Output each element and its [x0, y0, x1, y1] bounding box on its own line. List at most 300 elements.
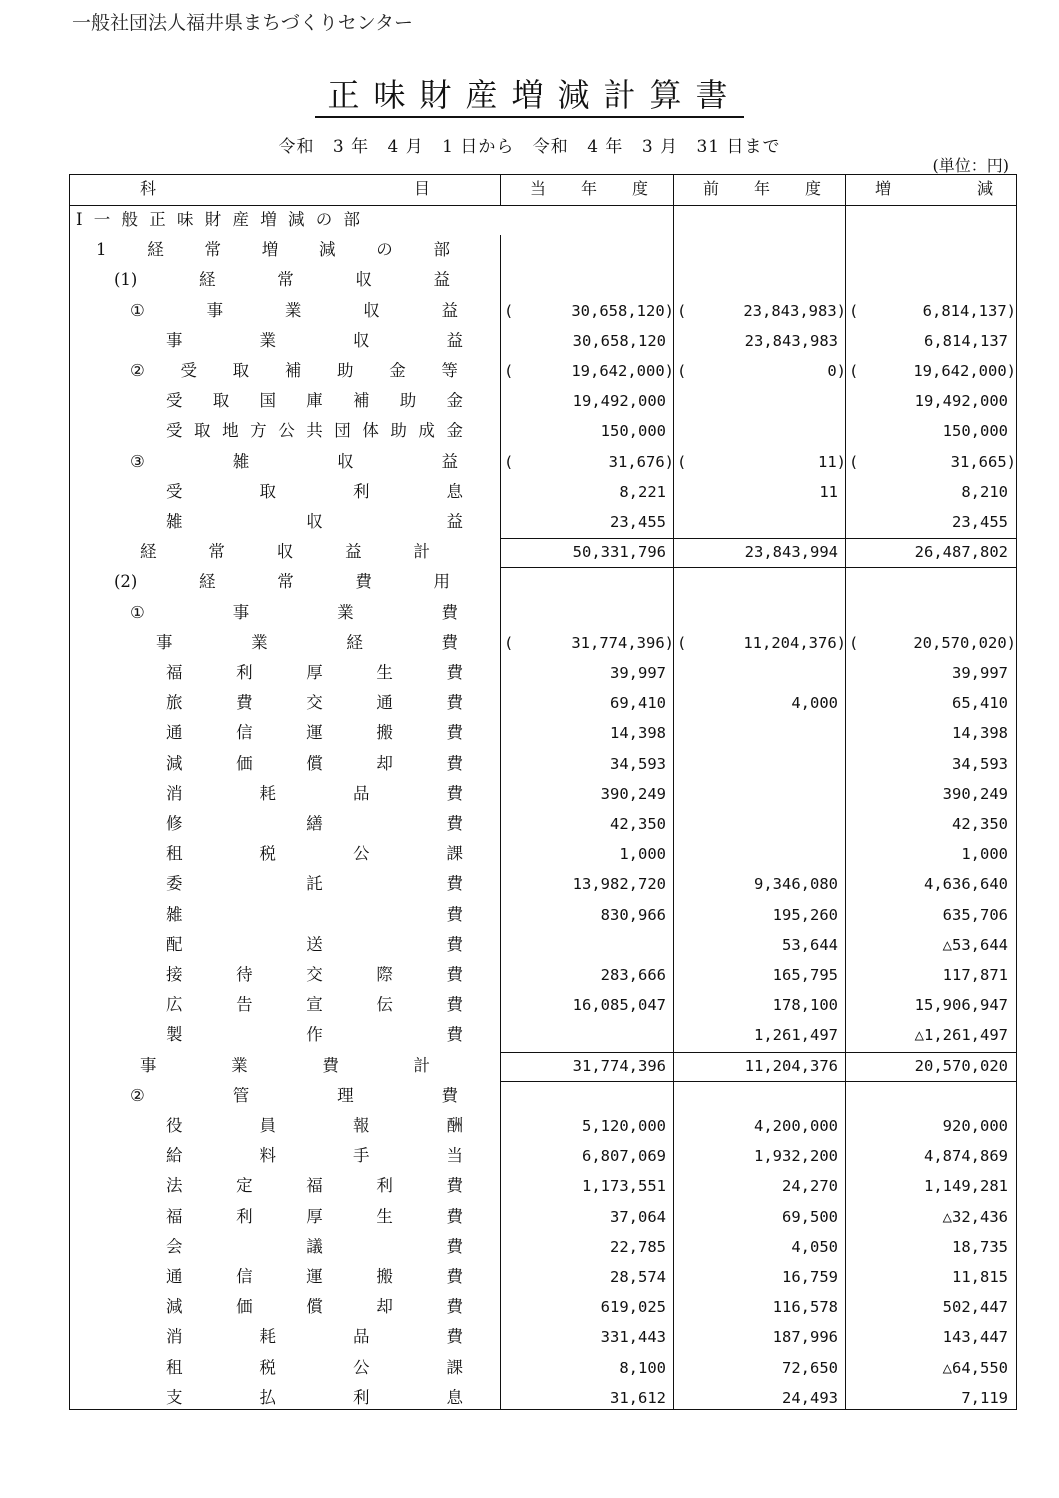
cell-previous: 53,644 — [782, 935, 838, 954]
cell-change: 15,906,947 — [914, 996, 1008, 1015]
row-label: Ⅰ 一 般 正 味 財 産 増 減 の 部 — [76, 210, 363, 229]
row-label-part: 補 — [284, 361, 302, 380]
header-current-char: 度 — [631, 179, 648, 198]
row-label-part: 助 — [399, 391, 417, 411]
table-row — [70, 1322, 1016, 1352]
row-label-part: 福 — [166, 1206, 183, 1226]
paren-open: ( — [504, 301, 514, 320]
table-row — [70, 749, 1016, 779]
paren-open: ( — [849, 452, 859, 471]
cell-previous: 4,050 — [791, 1237, 838, 1256]
cell-previous — [673, 1081, 838, 1111]
row-label-part: 生 — [376, 1206, 393, 1226]
row-label-part: 課 — [446, 844, 463, 864]
row-label-part: 地 — [222, 421, 239, 441]
row-label — [166, 1020, 463, 1050]
row-label-part: ③ — [130, 451, 145, 471]
unit-label: (単位：円) — [932, 156, 1009, 175]
row-label — [166, 1232, 463, 1262]
row-label-part: 収 — [355, 270, 372, 290]
table-row — [70, 1262, 1016, 1292]
paren-open: ( — [677, 452, 687, 471]
table-row — [70, 205, 1016, 235]
cell-previous: 24,270 — [782, 1177, 838, 1196]
row-label — [166, 386, 463, 416]
row-label — [166, 1322, 463, 1352]
row-label-part: 法 — [166, 1176, 183, 1196]
paren-open: ( — [677, 633, 687, 652]
total-row — [70, 537, 1016, 567]
row-label-part: 理 — [337, 1085, 354, 1105]
row-label — [130, 296, 458, 326]
cell-change: 65,410 — [952, 694, 1008, 713]
row-label-part: 待 — [236, 965, 253, 984]
row-label-part: 減 — [166, 1297, 183, 1317]
row-label-part: 用 — [433, 572, 450, 592]
cell-change: 11,815 — [952, 1268, 1008, 1286]
period-part: 令和 — [532, 137, 569, 157]
row-label-part: 業 — [284, 300, 302, 320]
row-label-part: 厚 — [306, 663, 323, 682]
row-label-part: 庫 — [306, 391, 323, 411]
period-part: 3 月 — [641, 137, 679, 157]
row-label — [166, 1383, 463, 1413]
cell-change: 14,398 — [952, 724, 1008, 743]
row-label-part: の — [376, 240, 393, 260]
table-row — [70, 779, 1016, 809]
row-label-part: 業 — [337, 602, 354, 622]
row-label-part: 費 — [446, 663, 463, 682]
cell-previous: 23,843,983) — [743, 301, 846, 320]
row-label-part: 収 — [276, 542, 294, 562]
cell-current: 619,025 — [600, 1298, 666, 1317]
statement-table — [69, 174, 1017, 1410]
row-label-part: 料 — [259, 1146, 276, 1166]
cell-change — [845, 205, 1008, 235]
paren-open: ( — [504, 362, 514, 380]
row-label-part: 費 — [446, 814, 463, 833]
cell-current — [500, 930, 666, 960]
row-label-part: 修 — [166, 814, 183, 833]
table-row — [70, 1353, 1016, 1383]
row-label-part: 費 — [446, 1236, 463, 1256]
table-row — [70, 1111, 1016, 1141]
cell-current: 5,120,000 — [582, 1117, 666, 1135]
row-label — [96, 235, 450, 265]
row-label-part: 通 — [376, 693, 393, 713]
cell-previous — [673, 205, 838, 235]
row-label-part: 費 — [446, 723, 463, 743]
row-label-part: 受 — [166, 481, 183, 501]
cell-current: 19,642,000) — [571, 362, 674, 380]
row-label-part: 利 — [353, 481, 370, 501]
row-label-part: 減 — [319, 240, 336, 260]
row-label-part: 経 — [199, 270, 216, 290]
row-label-part: 常 — [277, 572, 294, 592]
row-label — [114, 567, 450, 597]
period-part: 1 日から — [442, 137, 515, 157]
row-label-part: 益 — [446, 330, 463, 350]
row-label-part: 1 — [96, 240, 107, 260]
cell-previous — [673, 809, 838, 839]
row-label-part: 託 — [306, 874, 323, 894]
row-label-part: 宣 — [306, 995, 323, 1015]
cell-current: 42,350 — [610, 815, 666, 833]
row-label-part: 耗 — [259, 1327, 276, 1347]
organization-name: 一般社団法人福井県まちづくりセンター — [72, 12, 414, 34]
table-row — [70, 265, 1016, 295]
cell-current: 28,574 — [610, 1268, 666, 1286]
row-label-part: 費 — [446, 1297, 463, 1317]
row-label-part: 公 — [353, 844, 370, 864]
row-label-part: 福 — [166, 663, 183, 682]
row-label-part: 収 — [337, 451, 354, 471]
row-label — [130, 447, 458, 477]
paren-open: ( — [677, 301, 687, 320]
cell-current — [500, 1081, 666, 1111]
row-label-part: 送 — [306, 934, 323, 954]
cell-current: 34,593 — [610, 754, 666, 773]
row-label — [166, 326, 463, 356]
cell-current: 69,410 — [610, 694, 666, 713]
row-label-part: 金 — [446, 421, 463, 441]
row-label-part: 成 — [418, 421, 435, 441]
period-part: 3 年 — [332, 137, 370, 157]
cell-previous — [673, 507, 838, 537]
row-label-part: 雑 — [166, 904, 183, 924]
row-label-part: 業 — [259, 330, 276, 350]
table-row — [70, 598, 1016, 628]
row-label-part: 事 — [206, 300, 224, 320]
row-label — [166, 960, 463, 990]
row-label-part: 業 — [231, 1055, 248, 1075]
row-label-part: 利 — [236, 1206, 253, 1226]
row-label — [166, 1171, 463, 1201]
row-label-part: 金 — [446, 391, 463, 411]
row-label-part: 団 — [334, 421, 351, 441]
table-row — [70, 718, 1016, 748]
cell-change: 42,350 — [952, 815, 1008, 833]
cell-current: 150,000 — [600, 422, 666, 441]
cell-current: 331,443 — [600, 1328, 666, 1347]
row-label-part: 経 — [147, 240, 164, 260]
table-row — [70, 507, 1016, 537]
cell-previous: 0) — [827, 362, 846, 380]
cell-previous — [673, 416, 838, 446]
row-label-part: 告 — [236, 995, 253, 1015]
row-label-part: 管 — [232, 1085, 250, 1105]
row-label-part: 広 — [166, 995, 183, 1015]
cell-previous: 1,261,497 — [754, 1026, 838, 1045]
row-label — [166, 809, 463, 839]
row-label-part: 計 — [413, 1055, 430, 1075]
row-label-part: 益 — [441, 451, 458, 471]
row-label-part: 益 — [441, 300, 458, 320]
table-row — [70, 809, 1016, 839]
row-label-part: 助 — [337, 361, 354, 380]
row-label-part: 費 — [446, 1267, 463, 1286]
cell-change: 20,570,020) — [913, 633, 1016, 652]
cell-change: 920,000 — [942, 1117, 1008, 1135]
row-label-part: 接 — [166, 965, 183, 984]
table-row — [70, 1171, 1016, 1201]
table-row — [70, 567, 1016, 597]
row-label — [166, 1111, 463, 1141]
row-label — [130, 598, 458, 628]
cell-previous — [673, 749, 838, 779]
cell-change: △1,261,497 — [914, 1026, 1008, 1045]
row-label-part: 費 — [446, 874, 463, 894]
row-label-part: 課 — [446, 1357, 463, 1377]
row-label-part: (2) — [114, 572, 138, 592]
row-label-part: 公 — [353, 1357, 370, 1377]
row-label-part: 消 — [166, 1327, 183, 1347]
cell-change: 117,871 — [942, 966, 1008, 984]
row-label-part: 員 — [259, 1116, 276, 1135]
table-row — [70, 900, 1016, 930]
cell-change: 390,249 — [942, 784, 1008, 803]
row-label-part: 支 — [166, 1387, 183, 1407]
cell-current: 50,331,796 — [572, 543, 666, 562]
cell-change: 143,447 — [942, 1328, 1008, 1347]
cell-previous: 69,500 — [782, 1207, 838, 1226]
row-label — [130, 1081, 458, 1111]
cell-previous: 16,759 — [782, 1268, 838, 1286]
row-label-part: 益 — [446, 512, 463, 531]
cell-change — [845, 235, 1008, 265]
cell-current: 14,398 — [610, 724, 666, 743]
paren-open: ( — [849, 633, 859, 652]
table-row — [70, 356, 1016, 386]
row-label — [166, 688, 463, 718]
row-label — [166, 900, 463, 930]
row-label — [166, 749, 463, 779]
row-label-part: 息 — [446, 481, 463, 501]
table-row — [70, 869, 1016, 899]
header-previous — [673, 175, 845, 205]
row-label-part: 搬 — [376, 1267, 393, 1286]
cell-change: 34,593 — [952, 754, 1008, 773]
row-label-part: 費 — [446, 904, 463, 924]
row-label-part: 収 — [353, 330, 370, 350]
header-current — [500, 175, 672, 205]
row-label-part: 事 — [140, 1055, 157, 1075]
cell-previous: 72,650 — [782, 1358, 838, 1377]
subtotal-line — [500, 1052, 1016, 1053]
table-row — [70, 1020, 1016, 1050]
row-label-part: 事 — [156, 632, 173, 652]
row-label-part: 償 — [306, 753, 323, 773]
row-label-part: 経 — [199, 572, 216, 592]
cell-change: 635,706 — [942, 905, 1008, 924]
period-line — [0, 132, 1059, 157]
row-label-part: 費 — [446, 1327, 463, 1347]
cell-current: 390,249 — [600, 784, 666, 803]
table-row — [70, 658, 1016, 688]
cell-change: 150,000 — [942, 422, 1008, 441]
cell-current — [500, 235, 666, 265]
table-row — [70, 1232, 1016, 1262]
row-label — [166, 718, 463, 748]
cell-previous — [673, 658, 838, 688]
row-label-part: 生 — [376, 663, 393, 682]
cell-current: 31,676) — [608, 452, 674, 471]
period-part: 4 月 — [387, 137, 424, 157]
row-label-part: 配 — [166, 934, 183, 954]
cell-current: 8,221 — [619, 482, 666, 501]
row-label-part: 費 — [446, 965, 463, 984]
row-label-part: 取 — [259, 481, 276, 501]
table-row — [70, 1383, 1016, 1413]
cell-current: 13,982,720 — [572, 875, 666, 894]
row-label-part: 却 — [376, 1297, 393, 1317]
row-label — [166, 507, 463, 537]
cell-previous: 9,346,080 — [754, 875, 838, 894]
cell-change: 4,636,640 — [924, 875, 1008, 894]
row-label-part: 厚 — [306, 1206, 323, 1226]
row-label-part: 委 — [166, 874, 183, 894]
header-change — [845, 175, 1017, 205]
cell-change: △53,644 — [942, 935, 1008, 954]
cell-current: 31,774,396 — [572, 1056, 666, 1075]
cell-change: 20,570,020 — [914, 1056, 1008, 1075]
row-label-part: 益 — [433, 270, 450, 290]
cell-previous: 4,200,000 — [754, 1117, 838, 1135]
row-label-part: (1) — [114, 270, 138, 290]
row-label-part: 費 — [446, 1176, 463, 1196]
cell-previous: 11,204,376) — [743, 633, 846, 652]
row-label-part: 手 — [353, 1146, 370, 1166]
row-label-part: 租 — [166, 1357, 183, 1377]
cell-current: 23,455 — [610, 513, 666, 531]
cell-previous: 187,996 — [772, 1328, 838, 1347]
row-label — [140, 537, 430, 567]
table-row — [70, 416, 1016, 446]
row-label-part: 雑 — [166, 512, 183, 531]
row-label-part: ① — [130, 300, 145, 320]
row-label-part: 利 — [236, 663, 253, 682]
row-label — [166, 990, 463, 1020]
row-label — [166, 1202, 463, 1232]
paren-open: ( — [849, 301, 859, 320]
paren-open: ( — [849, 362, 859, 380]
row-label-part: 交 — [306, 693, 323, 713]
row-label-part: 運 — [306, 723, 323, 743]
row-label-part: 事 — [166, 330, 183, 350]
row-label-part: 議 — [306, 1236, 323, 1256]
cell-current: 30,658,120) — [571, 301, 674, 320]
row-label-part: 償 — [306, 1297, 323, 1317]
row-label-part: 定 — [236, 1176, 253, 1196]
row-label-part: 運 — [306, 1267, 323, 1286]
cell-change — [845, 1081, 1008, 1111]
header-previous-char: 度 — [804, 179, 821, 198]
row-label-part: 費 — [446, 934, 463, 954]
table-row — [70, 1202, 1016, 1232]
header-item-char: 目 — [413, 179, 430, 198]
row-label-part: 却 — [376, 753, 393, 773]
table-row — [70, 628, 1016, 658]
cell-current — [500, 1020, 666, 1050]
row-label-part: 際 — [376, 965, 393, 984]
table-row — [70, 477, 1016, 507]
row-label — [166, 779, 463, 809]
table-row — [70, 688, 1016, 718]
row-label-part: 払 — [259, 1387, 276, 1407]
cell-change: 1,000 — [961, 845, 1008, 864]
row-label — [166, 1141, 463, 1171]
cell-current: 1,173,551 — [582, 1177, 666, 1196]
row-label-part: 会 — [166, 1236, 183, 1256]
row-label-part: 費 — [355, 572, 372, 592]
table-row — [70, 960, 1016, 990]
cell-change: △32,436 — [942, 1207, 1008, 1226]
row-label-part: 福 — [306, 1176, 323, 1196]
row-label-part: 収 — [306, 512, 323, 531]
row-label — [166, 1353, 463, 1383]
header-change-char: 減 — [976, 179, 993, 198]
row-label — [166, 930, 463, 960]
cell-current — [500, 598, 666, 628]
cell-previous — [673, 235, 838, 265]
row-label-part: 信 — [236, 723, 253, 743]
cell-current: 39,997 — [610, 664, 666, 682]
row-label-part: 価 — [236, 753, 253, 773]
row-label-part: 受 — [166, 391, 183, 411]
row-label-part: 常 — [277, 270, 294, 290]
cell-previous — [673, 567, 838, 597]
row-label-part: 取 — [194, 421, 211, 441]
cell-change: 23,455 — [952, 513, 1008, 531]
cell-current: 283,666 — [600, 966, 666, 984]
row-label-part: 計 — [413, 542, 430, 562]
row-label-part: 等 — [441, 361, 458, 380]
row-label-part: 事 — [232, 602, 250, 622]
row-label-part: 当 — [446, 1146, 463, 1166]
row-label-part: 公 — [278, 421, 295, 441]
row-label-part: 国 — [259, 391, 276, 411]
row-label — [166, 416, 463, 446]
row-label-part: 受 — [166, 421, 183, 441]
header-previous-char: 前 — [703, 179, 720, 198]
cell-previous — [673, 718, 838, 748]
cell-previous: 23,843,983 — [744, 331, 838, 350]
row-label-part: ② — [130, 1085, 145, 1105]
row-label-part: 旅 — [166, 693, 183, 713]
cell-current — [500, 205, 666, 235]
table-row — [70, 326, 1016, 356]
cell-previous: 4,000 — [791, 694, 838, 713]
cell-current: 30,658,120 — [572, 331, 666, 350]
header-change-char: 増 — [875, 179, 892, 198]
cell-change: △64,550 — [942, 1358, 1008, 1377]
row-label-part: 交 — [306, 965, 323, 984]
cell-previous: 165,795 — [772, 966, 838, 984]
row-label-part: 利 — [353, 1387, 370, 1407]
table-row — [70, 1141, 1016, 1171]
cell-change: 1,149,281 — [924, 1177, 1008, 1196]
row-label — [166, 477, 463, 507]
cell-change: 26,487,802 — [914, 543, 1008, 562]
table-row — [70, 1292, 1016, 1322]
cell-current: 16,085,047 — [572, 996, 666, 1015]
row-label-part: 益 — [345, 542, 362, 562]
row-label-part: 減 — [166, 753, 183, 773]
row-label-part: 経 — [346, 632, 363, 652]
cell-change: 502,447 — [942, 1298, 1008, 1317]
total-row — [70, 1051, 1016, 1081]
document-title — [0, 70, 1059, 116]
